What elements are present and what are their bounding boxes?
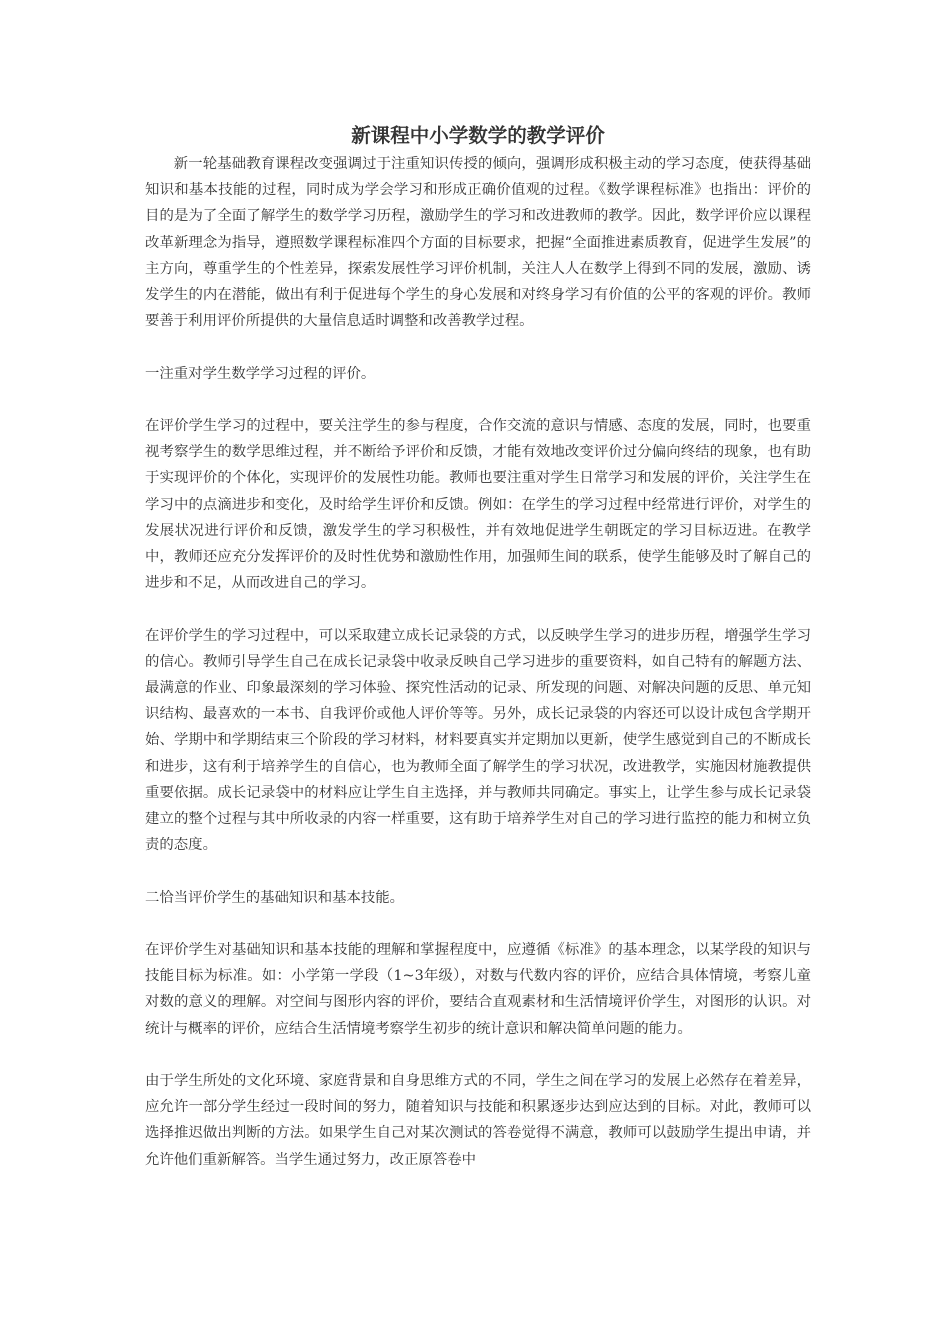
section1-paragraph-1: 在评价学生学习的过程中，要关注学生的参与程度，合作交流的意识与情感、态度的发展，同时，也要重视考察学生的数学思维过程，并不断给予评价和反馈，才能有效地改变评价过分偏向终结的现象，也有助于实现评价的个体化，实现评价的发展性功能。教师也要注重对学生日常学习和发展的评价，关注学生在学习中的点滴进步和变化，及时给学生评价和反馈。例如：在学生的学习过程中经常进行评价，对学生的发展状况进行评价和反馈，激发学生的学习积极性，并有效地促进学生朝既定的学习目标迈进。在教学中，教师还应充分发挥评价的及时性优势和激励性作用，加强师生间的联系，使学生能够及时了解自己的进步和不足，从而改进自己的学习。 — [145, 418, 811, 592]
spacer — [145, 858, 811, 884]
intro-paragraph: 新一轮基础教育课程改变强调过于注重知识传授的倾向，强调形成积极主动的学习态度，使获得基础知识和基本技能的过程，同时成为学会学习和形成正确价值观的过程。《数学课程标准》也指出：评价的目的是为了全面了解学生的数学学习历程，激励学生的学习和改进教师的教学。因此，数学评价应以课程改革新理念为指导，遵照数学课程标准四个方面的目标要求，把握“全面推进素质教育，促进学生发展”的主方向，尊重学生的个性差异，探索发展性学习评价机制，关注人人在数学上得到不同的发展，激励、诱发学生的内在潜能，做出有利于促进每个学生的身心发展和对终身学习有价值的公平的客观的评价。教师要善于利用评价所提供的大量信息适时调整和改善教学过程。 — [145, 156, 811, 330]
section2-paragraph-1: 在评价学生对基础知识和基本技能的理解和掌握程度中，应遵循《标准》的基本理念，以某学段的知识与技能目标为标准。如：小学第一学段（1~3年级），对数与代数内容的评价，应结合具体情境，考察儿童对数的意义的理解。对空间与图形内容的评价，要结合直观素材和生活情境评价学生，对图形的认识。对统计与概率的评价，应结合生活情境考察学生初步的统计意识和解决简单问题的能力。 — [145, 942, 811, 1037]
spacer — [145, 911, 811, 937]
document-body — [145, 121, 811, 1173]
section1-heading: 一注重对学生数学学习过程的评价。 — [145, 365, 376, 382]
section1-paragraph-2: 在评价学生的学习过程中，可以采取建立成长记录袋的方式，以反映学生学习的进步历程，增强学生学习的信心。教师引导学生自己在成长记录袋中收录反映自己学习进步的重要资料，如自己特有的解题方法、最满意的作业、印象最深刻的学习体验、探究性活动的记录、所发现的问题、对解决问题的反思、单元知识结构、最喜欢的一本书、自我评价或他人评价等等。另外，成长记录袋的内容还可以设计成包含学期开始、学期中和学期结束三个阶段的学习材料，材料要真实并定期加以更新，使学生感觉到自己的不断成长和进步，这有利于培养学生的自信心，也为教师全面了解学生的学习状况，改进教学，实施因材施教提供重要依据。成长记录袋中的材料应让学生自主选择，并与教师共同确定。事实上，让学生参与成长记录袋建立的整个过程与其中所收录的内容一样重要，这有助于培养学生对自己的学习进行监控的能力和树立负责的态度。 — [145, 627, 811, 854]
spacer — [145, 596, 811, 622]
section2-heading: 二恰当评价学生的基础知识和基本技能。 — [145, 889, 405, 906]
spacer — [145, 1042, 811, 1068]
document-title: 新课程中小学数学的教学评价 — [351, 124, 605, 147]
section2-paragraph-2: 由于学生所处的文化环境、家庭背景和自身思维方式的不同，学生之间在学习的发展上必然存在着差异，应允许一部分学生经过一段时间的努力，随着知识与技能和积累逐步达到应达到的目标。对此，教师可以选择推迟做出判断的方法。如果学生自己对某次测试的答卷觉得不满意，教师可以鼓励学生提出申请，并允许他们重新解答。当学生通过努力，改正原答卷中 — [145, 1073, 811, 1168]
spacer — [145, 334, 811, 360]
spacer — [145, 387, 811, 413]
